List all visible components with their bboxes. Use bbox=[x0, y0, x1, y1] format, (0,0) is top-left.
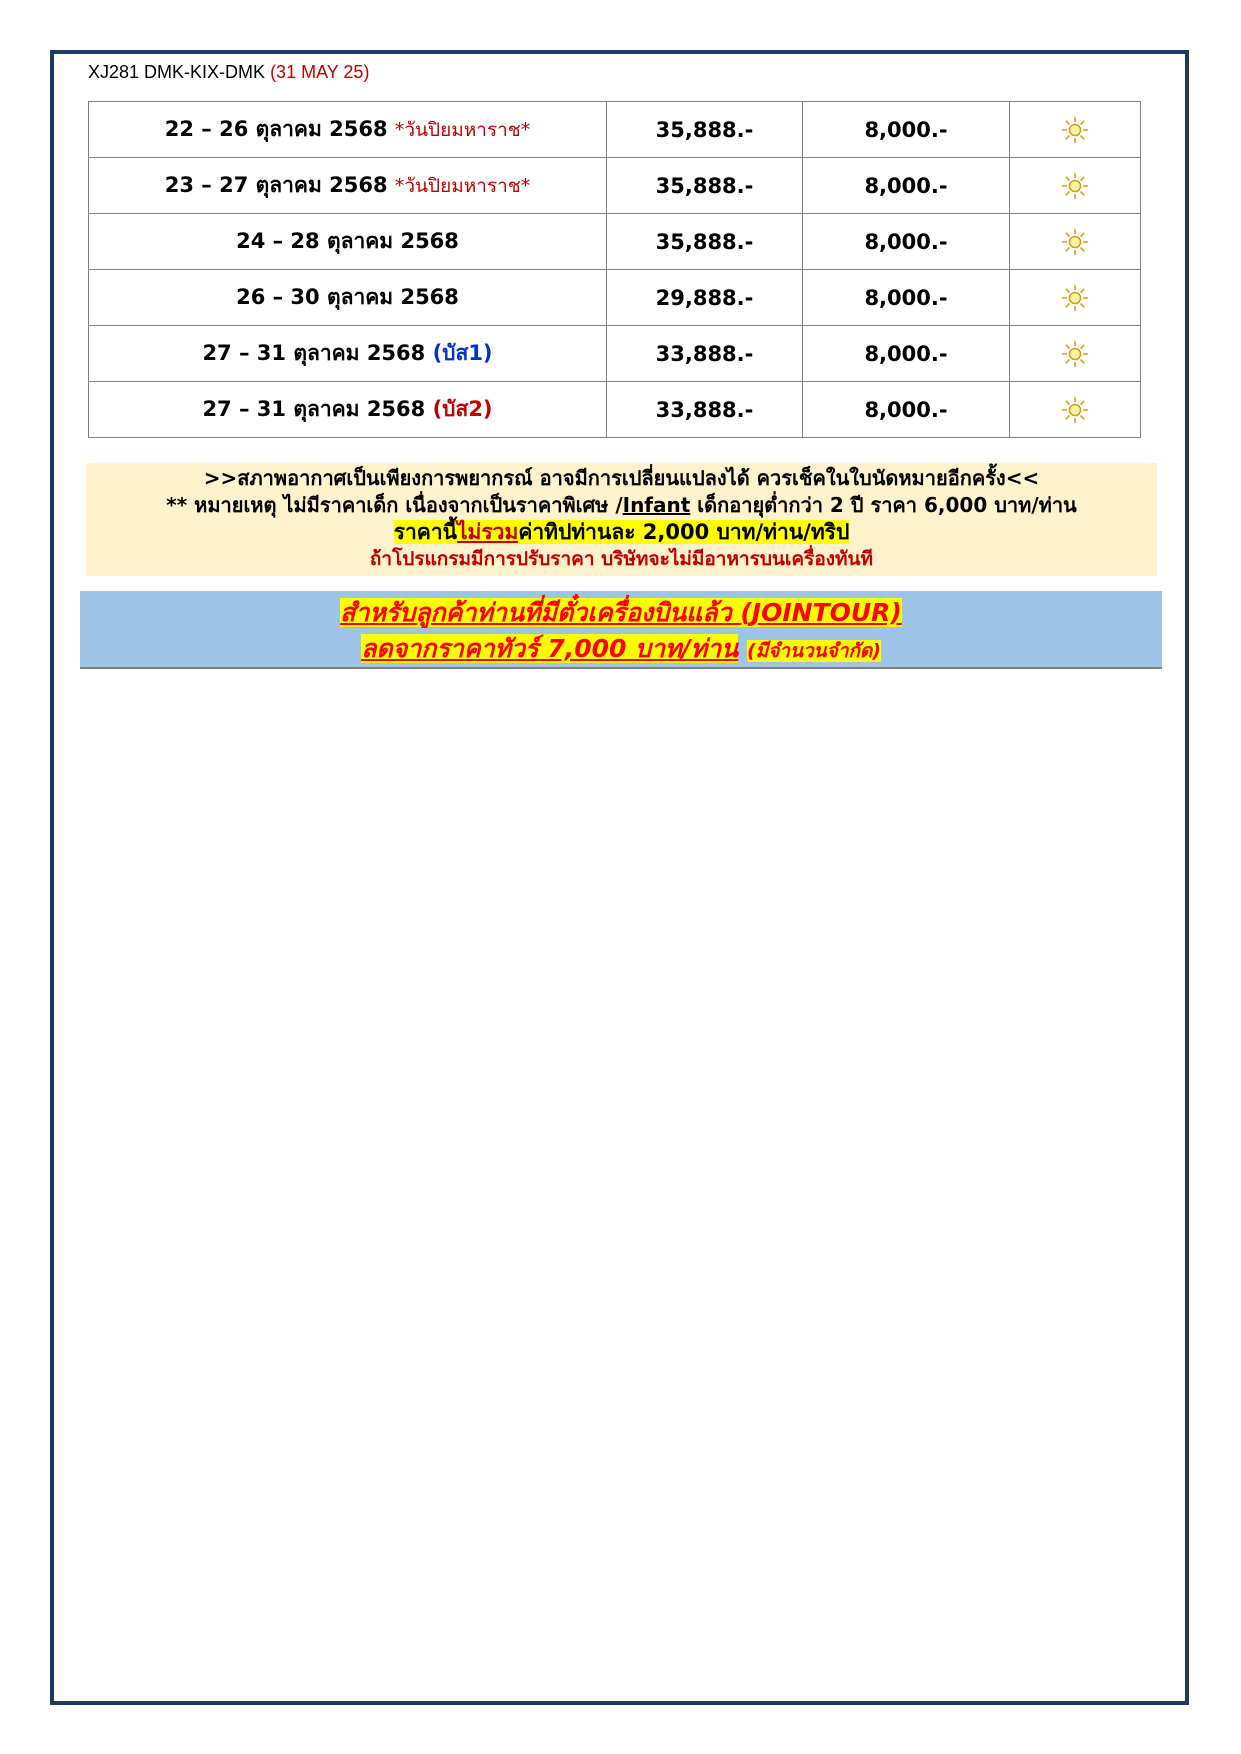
child-note-text: ** หมายเหตุ ไม่มีราคาเด็ก เนื่องจากเป็นราคาพิเศษ / bbox=[166, 493, 623, 517]
table-row bbox=[89, 326, 1141, 382]
sun-icon bbox=[1061, 284, 1089, 312]
meal-note: ถ้าโปรแกรมมีการปรับราคา บริษัทจะไม่มีอาหารบนเครื่องทันที bbox=[369, 548, 874, 570]
holiday-note: *วันปิยมหาราช* bbox=[394, 119, 531, 141]
holiday-note: *วันปิยมหาราช* bbox=[394, 175, 531, 197]
travel-dates: 23 – 27 ตุลาคม 2568 bbox=[164, 173, 388, 197]
travel-dates-cell bbox=[89, 158, 607, 214]
travel-dates: 27 – 31 ตุลาคม 2568 bbox=[202, 397, 426, 421]
travel-dates-cell bbox=[89, 214, 607, 270]
flight-header bbox=[88, 62, 369, 83]
table-row bbox=[89, 382, 1141, 438]
travel-dates-cell bbox=[89, 326, 607, 382]
jointour-line2 bbox=[80, 631, 1162, 669]
price-table bbox=[88, 101, 1141, 438]
bus-label: (บัส2) bbox=[432, 397, 493, 421]
adult-price: 33,888.- bbox=[607, 326, 803, 382]
infant-label: Infant bbox=[622, 493, 691, 517]
sun-icon bbox=[1061, 116, 1089, 144]
travel-dates-cell bbox=[89, 102, 607, 158]
sun-icon bbox=[1061, 396, 1089, 424]
notice-box bbox=[86, 463, 1157, 576]
table-row bbox=[89, 158, 1141, 214]
tip-note-amount: ค่าทิปท่านละ 2,000 บาท/ท่าน/ทริป bbox=[518, 520, 850, 544]
status-icon-cell bbox=[1010, 214, 1141, 270]
single-supplement: 8,000.- bbox=[803, 214, 1010, 270]
status-icon-cell bbox=[1010, 326, 1141, 382]
adult-price: 29,888.- bbox=[607, 270, 803, 326]
travel-dates: 24 – 28 ตุลาคม 2568 bbox=[236, 229, 459, 253]
jointour-banner bbox=[80, 591, 1162, 669]
adult-price: 33,888.- bbox=[607, 382, 803, 438]
tip-note bbox=[86, 519, 1157, 546]
tip-note-prefix: ราคานี้ bbox=[393, 520, 457, 544]
adult-price: 35,888.- bbox=[607, 158, 803, 214]
single-supplement: 8,000.- bbox=[803, 102, 1010, 158]
jointour-discount: ลดจากราคาทัวร์ 7,000 บาท/ท่าน bbox=[361, 634, 739, 663]
table-row bbox=[89, 270, 1141, 326]
status-icon-cell bbox=[1010, 102, 1141, 158]
travel-dates: 27 – 31 ตุลาคม 2568 bbox=[202, 341, 426, 365]
jointour-line1 bbox=[80, 591, 1162, 631]
single-supplement: 8,000.- bbox=[803, 158, 1010, 214]
single-supplement: 8,000.- bbox=[803, 326, 1010, 382]
status-icon-cell bbox=[1010, 270, 1141, 326]
travel-dates-cell bbox=[89, 270, 607, 326]
update-date: (31 MAY 25) bbox=[270, 62, 370, 82]
bus-label: (บัส1) bbox=[432, 341, 493, 365]
single-supplement: 8,000.- bbox=[803, 270, 1010, 326]
adult-price: 35,888.- bbox=[607, 102, 803, 158]
flight-route: XJ281 DMK-KIX-DMK bbox=[88, 62, 266, 82]
jointour-title: สำหรับลูกค้าท่านที่มีตั๋วเครื่องบินแล้ว (JOINTOUR) bbox=[340, 598, 902, 627]
status-icon-cell bbox=[1010, 158, 1141, 214]
adult-price: 35,888.- bbox=[607, 214, 803, 270]
infant-price-text: เด็กอายุต่ำกว่า 2 ปี ราคา 6,000 บาท/ท่าน bbox=[690, 493, 1077, 517]
status-icon-cell bbox=[1010, 382, 1141, 438]
sun-icon bbox=[1061, 228, 1089, 256]
sun-icon bbox=[1061, 340, 1089, 368]
travel-dates-cell bbox=[89, 382, 607, 438]
table-row bbox=[89, 102, 1141, 158]
table-row bbox=[89, 214, 1141, 270]
weather-note: >>สภาพอากาศเป็นเพียงการพยากรณ์ อาจมีการเปลี่ยนแปลงได้ ควรเช็คในใบนัดหมายอีกครั้ง<< bbox=[203, 466, 1040, 490]
travel-dates: 26 – 30 ตุลาคม 2568 bbox=[236, 285, 459, 309]
child-price-note bbox=[86, 492, 1157, 519]
single-supplement: 8,000.- bbox=[803, 382, 1010, 438]
sun-icon bbox=[1061, 172, 1089, 200]
travel-dates: 22 – 26 ตุลาคม 2568 bbox=[164, 117, 388, 141]
price-table-body bbox=[89, 102, 1141, 438]
jointour-limited-note: (มีจำนวนจำกัด) bbox=[746, 640, 881, 662]
tip-note-excluded: ไม่รวม bbox=[457, 520, 519, 544]
